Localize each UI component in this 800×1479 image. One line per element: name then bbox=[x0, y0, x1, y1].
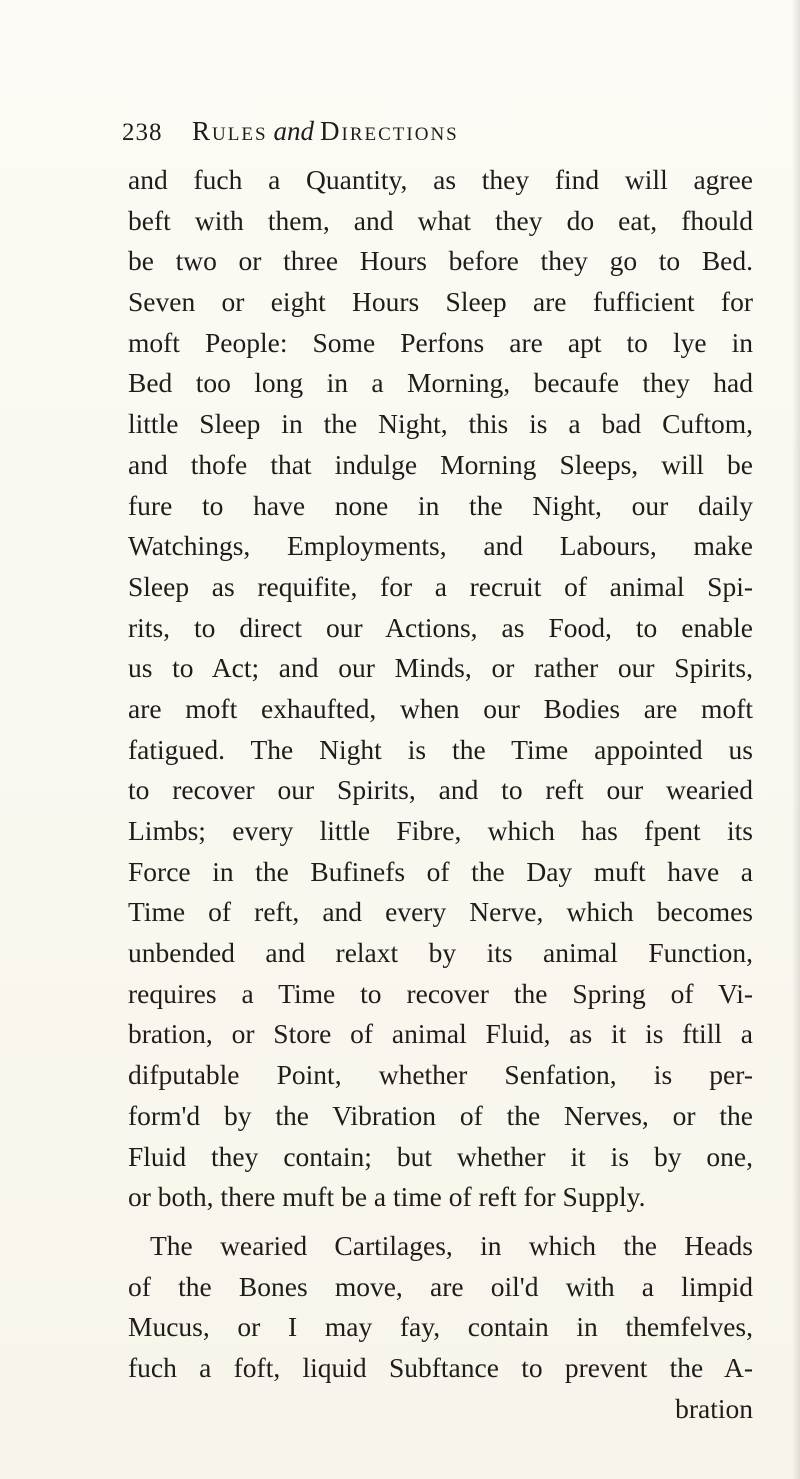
text-line: Force in the Bufinefs of the Day muft have a bbox=[128, 855, 753, 887]
page-edge-shadow bbox=[792, 0, 800, 1479]
running-head-and: and bbox=[273, 116, 315, 146]
catchword: bration bbox=[675, 1392, 753, 1424]
running-head-word: Directions bbox=[320, 116, 459, 146]
text-line: fuch a foft, liquid Subftance to prevent the A- bbox=[128, 1351, 753, 1383]
page-header bbox=[122, 116, 682, 156]
body-text bbox=[128, 160, 753, 1429]
text-line: bration, or Store of animal Fluid, as it is ftill a bbox=[128, 1018, 753, 1050]
text-line: and fuch a Quantity, as they find will agree bbox=[128, 164, 753, 195]
running-head bbox=[192, 116, 459, 147]
text-line: Limbs; every little Fibre, which has fpent its bbox=[128, 815, 753, 846]
text-line: Sleep as requifite, for a recruit of animal Spi- bbox=[128, 570, 753, 602]
text-line: fatigued. The Night is the Time appointed us bbox=[128, 733, 753, 765]
text-line: form'd by the Vibration of the Nerves, or the bbox=[128, 1099, 753, 1131]
text-line: Mucus, or I may fay, contain in themfelves, bbox=[128, 1311, 753, 1343]
text-line: moft People: Some Perfons are apt to lye in bbox=[128, 326, 753, 358]
text-line: be two or three Hours before they go to Bed. bbox=[128, 245, 753, 277]
text-line: Fluid they contain; but whether it is by one, bbox=[128, 1140, 753, 1172]
text-line: rits, to direct our Actions, as Food, to enable bbox=[128, 611, 753, 643]
text-line: or both, there muft be a time of reft for Supply. bbox=[128, 1181, 646, 1213]
running-head-word: Rules bbox=[192, 116, 268, 146]
text-line: to recover our Spirits, and to reft our wearied bbox=[128, 774, 753, 806]
paragraph-1 bbox=[128, 160, 753, 1218]
paragraph-2 bbox=[128, 1226, 753, 1389]
text-line: little Sleep in the Night, this is a bad Cuftom, bbox=[128, 408, 753, 440]
text-line: and thofe that indulge Morning Sleeps, will be bbox=[128, 448, 753, 480]
text-line: Time of reft, and every Nerve, which becomes bbox=[128, 896, 753, 928]
text-line: Seven or eight Hours Sleep are fufficient for bbox=[128, 286, 753, 318]
text-line: unbended and relaxt by its animal Function, bbox=[128, 937, 753, 969]
text-line: requires a Time to recover the Spring of Vi- bbox=[128, 977, 753, 1009]
page-number: 238 bbox=[122, 119, 163, 146]
text-line: are moft exhaufted, when our Bodies are moft bbox=[128, 692, 753, 724]
text-line: fure to have none in the Night, our daily bbox=[128, 489, 753, 521]
text-line: us to Act; and our Minds, or rather our Spirits, bbox=[128, 652, 753, 684]
text-line: difputable Point, whether Senfation, is per- bbox=[128, 1059, 753, 1091]
text-line: The wearied Cartilages, in which the Heads bbox=[150, 1229, 753, 1261]
text-line: Watchings, Employments, and Labours, make bbox=[128, 530, 753, 562]
text-line: of the Bones move, are oil'd with a limpid bbox=[128, 1270, 753, 1302]
text-line: Bed too long in a Morning, becaufe they had bbox=[128, 367, 753, 399]
text-line: beft with them, and what they do eat, fhould bbox=[128, 204, 753, 236]
